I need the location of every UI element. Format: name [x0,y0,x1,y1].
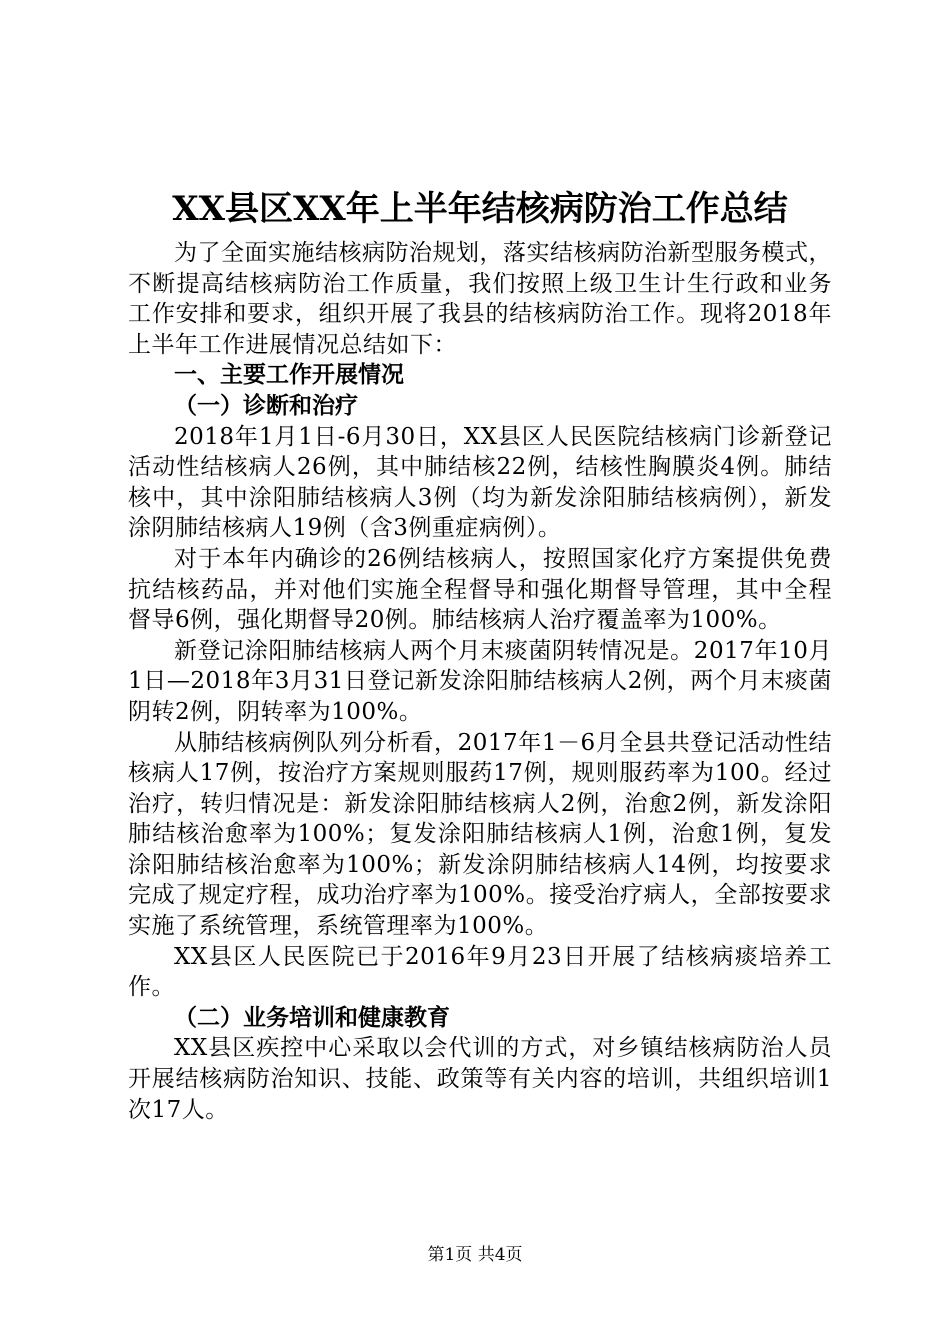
subsection-heading-diagnosis: （一）诊断和治疗 [174,391,358,419]
section-heading-main-work: 一、主要工作开展情况 [174,361,404,389]
paragraph-sputum-culture: XX县区人民医院已于2016年9月23日开展了结核病痰培养工作。 [128,943,832,1001]
paragraph-sputum-conversion: 新登记涂阳肺结核病人两个月末痰菌阴转情况是。2017年10月1日—2018年3月31日登记新发涂阳肺结核病人2例，两个月末痰菌阴转2例，阴转率为100%。 [128,637,832,725]
page-footer: 第1页 共4页 [427,1245,523,1265]
document-title: XX县区XX年上半年结核病防治工作总结 [172,189,788,229]
paragraph-cohort-analysis: 从肺结核病例队列分析看，2017年1－6月全县共登记活动性结核病人17例，按治疗方案规则服药17例，规则服药率为100。经过治疗，转归情况是：新发涂阳肺结核病人2例，治愈2例，新发涂阳肺结核治愈率为100%；复发涂阳肺结核病人1例，治愈1例，复发涂阳肺结核治愈率为100%；新发涂阴肺结核病人14例，均按要求完成了规定疗程，成功治疗率为100%。接受治疗病人，全部按要求实施了系统管理，系统管理率为100%。 [128,729,832,940]
document-page [128,180,832,1125]
paragraph-registration: 2018年1月1日-6月30日，XX县区人民医院结核病门诊新登记活动性结核病人26例，其中肺结核22例，结核性胸膜炎4例。肺结核中，其中涂阳肺结核病人3例（均为新发涂阳肺结核病例），新发涂阴肺结核病人19例（含3例重症病例）。 [128,423,832,542]
intro-paragraph: 为了全面实施结核病防治规划，落实结核病防治新型服务模式，不断提高结核病防治工作质量，我们按照上级卫生计生行政和业务工作安排和要求，组织开展了我县的结核病防治工作。现将2018年上半年工作进展情况总结如下： [128,240,832,358]
subsection-heading-training: （二）业务培训和健康教育 [174,1003,450,1031]
paragraph-training: XX县区疾控中心采取以会代训的方式，对乡镇结核病防治人员开展结核病防治知识、技能、政策等有关内容的培训，共组织培训1次17人。 [128,1035,832,1123]
paragraph-treatment: 对于本年内确诊的26例结核病人，按照国家化疗方案提供免费抗结核药品，并对他们实施全程督导和强化期督导管理，其中全程督导6例，强化期督导20例。肺结核病人治疗覆盖率为100%。 [128,545,832,634]
